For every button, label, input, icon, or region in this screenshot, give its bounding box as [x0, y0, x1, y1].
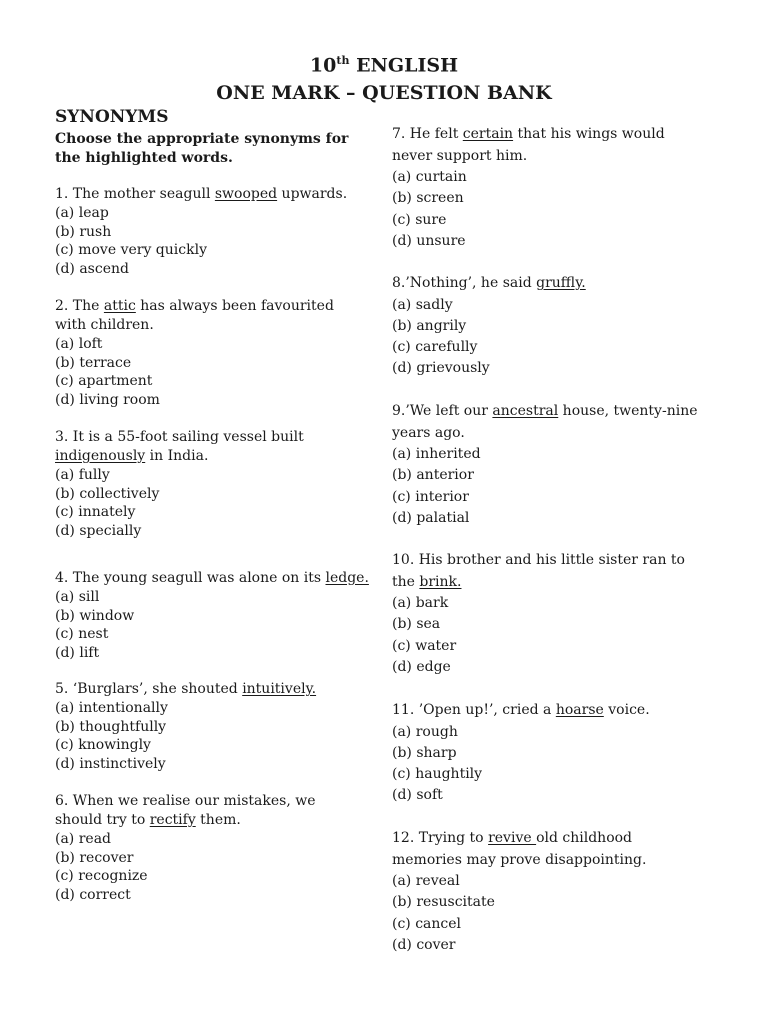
question-10: [392, 550, 685, 678]
highlighted-word: brink.: [419, 573, 462, 590]
question-stem: [392, 572, 685, 594]
stem-text: upwards.: [277, 186, 348, 202]
answer-option: (c) sure: [392, 211, 447, 228]
question-stem: [55, 792, 316, 811]
highlighted-word: certain: [462, 126, 514, 142]
answer-option: (b) sea: [392, 616, 441, 633]
stem-text: memories may prove disappointing.: [392, 851, 647, 868]
highlighted-word: gruffly.: [536, 275, 586, 291]
stem-text: should try to: [55, 812, 150, 828]
highlighted-word: rectify: [149, 812, 196, 828]
stem-text: old childhood: [536, 830, 633, 846]
stem-text: in India.: [145, 448, 209, 464]
answer-option: (d) cover: [392, 936, 456, 953]
answer-option: (c) interior: [392, 488, 469, 505]
question-stem: [392, 146, 665, 168]
stem-text: 6. When we realise our mistakes, we: [55, 793, 316, 809]
answer-option: (b) thoughtfully: [55, 718, 167, 735]
answer-option: (d) instinctively: [55, 755, 166, 772]
stem-text: them.: [195, 812, 241, 828]
question-2: [55, 297, 334, 409]
stem-text: never support him.: [392, 147, 528, 164]
answer-option: (b) rush: [55, 223, 112, 240]
answer-option: (b) recover: [55, 849, 134, 866]
answer-option: (c) water: [392, 637, 457, 654]
page-subtitle: ONE MARK – QUESTION BANK: [216, 82, 552, 104]
question-stem: [55, 297, 334, 316]
stem-text: 8.’Nothing’, he said: [392, 275, 537, 291]
highlighted-word: ledge.: [325, 570, 369, 586]
highlighted-word: indigenously: [55, 448, 146, 464]
answer-option: (b) window: [55, 607, 135, 624]
answer-option: (d) edge: [392, 658, 451, 675]
highlighted-word: swooped: [214, 186, 278, 202]
stem-text: 12. Trying to: [392, 830, 489, 846]
stem-text: years ago.: [392, 424, 465, 441]
answer-option: (b) screen: [392, 190, 464, 207]
question-stem: [392, 700, 650, 722]
question-3: [55, 428, 304, 540]
answer-option: (b) collectively: [55, 485, 160, 502]
highlighted-word: attic: [103, 298, 136, 314]
question-stem: [392, 550, 685, 572]
answer-option: (a) curtain: [392, 169, 467, 185]
stem-text: 10. His brother and his little sister ran to: [392, 552, 685, 568]
answer-option: (c) carefully: [392, 339, 478, 356]
question-stem: [55, 447, 304, 466]
question-stem: [392, 273, 586, 295]
stem-text: 3. It is a 55-foot sailing vessel built: [55, 429, 304, 445]
instructions: [55, 130, 365, 168]
answer-option: (a) read: [55, 831, 112, 847]
answer-option: (a) sadly: [392, 296, 453, 313]
stem-text: house, twenty-nine: [558, 403, 698, 419]
answer-option: (b) anterior: [392, 467, 474, 484]
stem-text: 1. The mother seagull: [55, 186, 215, 202]
answer-option: (c) cancel: [392, 915, 462, 932]
question-stem: [392, 828, 646, 850]
stem-text: 4. The young seagull was alone on its: [55, 570, 326, 586]
question-stem: [55, 569, 369, 588]
question-stem: [392, 401, 698, 423]
answer-option: (d) unsure: [392, 232, 466, 249]
stem-text: 2. The: [55, 298, 104, 314]
answer-option: (a) leap: [55, 205, 109, 221]
answer-option: (d) living room: [55, 391, 160, 408]
instruction-line: the highlighted words.: [55, 150, 233, 166]
stem-text: has always been favourited: [135, 298, 334, 314]
answer-option: (c) move very quickly: [55, 242, 207, 258]
answer-option: (d) specially: [55, 522, 142, 539]
answer-option: (b) terrace: [55, 354, 132, 371]
stem-text: that his wings would: [513, 126, 665, 142]
answer-option: (c) knowingly: [55, 737, 151, 753]
question-5: [55, 680, 316, 773]
instruction-line: Choose the appropriate synonyms for: [55, 131, 349, 147]
section-heading: SYNONYMS: [55, 107, 169, 127]
answer-option: (a) intentionally: [55, 700, 168, 716]
stem-text: 9.’We left our: [392, 403, 493, 419]
answer-option: (d) grievously: [392, 360, 490, 377]
question-12: [392, 828, 646, 956]
question-7: [392, 124, 665, 252]
question-11: [392, 700, 650, 807]
question-6: [55, 792, 316, 904]
answer-option: (d) ascend: [55, 260, 129, 277]
question-stem: [55, 185, 347, 204]
answer-option: (a) sill: [55, 589, 100, 605]
question-stem: [55, 680, 316, 699]
answer-option: (d) lift: [55, 644, 100, 661]
stem-text: 11. ’Open up!’, cried a: [392, 702, 556, 718]
highlighted-word: ancestral: [492, 403, 559, 419]
answer-option: (a) bark: [392, 595, 449, 611]
answer-option: (b) sharp: [392, 744, 457, 761]
answer-option: (c) nest: [55, 626, 109, 642]
answer-option: (a) inherited: [392, 446, 481, 462]
page-title: 10th ENGLISH: [309, 54, 459, 77]
answer-option: (b) resuscitate: [392, 894, 495, 911]
stem-text: the: [392, 573, 420, 590]
answer-option: (a) reveal: [392, 873, 460, 889]
stem-text: voice.: [603, 702, 650, 718]
highlighted-word: intuitively.: [242, 681, 317, 697]
question-4: [55, 569, 369, 662]
answer-option: (d) palatial: [392, 509, 470, 526]
answer-option: (a) rough: [392, 723, 458, 740]
answer-option: (a) fully: [55, 467, 110, 483]
answer-option: (c) haughtily: [392, 766, 483, 783]
answer-option: (b) angrily: [392, 317, 467, 334]
answer-option: (c) recognize: [55, 868, 148, 884]
answer-option: (c) apartment: [55, 373, 153, 389]
highlighted-word: revive: [488, 830, 537, 846]
question-stem: [392, 423, 698, 445]
question-stem: [392, 850, 646, 872]
question-stem: [55, 811, 316, 830]
stem-text: 5. ‘Burglars’, she shouted: [55, 681, 243, 697]
answer-option: (d) soft: [392, 787, 443, 804]
answer-option: (c) innately: [55, 504, 136, 520]
question-1: [55, 185, 347, 278]
question-8: [392, 273, 586, 380]
stem-text: 7. He felt: [392, 126, 463, 142]
stem-text: with children.: [55, 317, 154, 333]
question-stem: [392, 124, 665, 146]
question-9: [392, 401, 698, 529]
answer-option: (d) correct: [55, 886, 131, 903]
highlighted-word: hoarse: [555, 702, 604, 718]
question-stem: [55, 428, 304, 447]
question-stem: [55, 316, 334, 335]
answer-option: (a) loft: [55, 336, 103, 352]
